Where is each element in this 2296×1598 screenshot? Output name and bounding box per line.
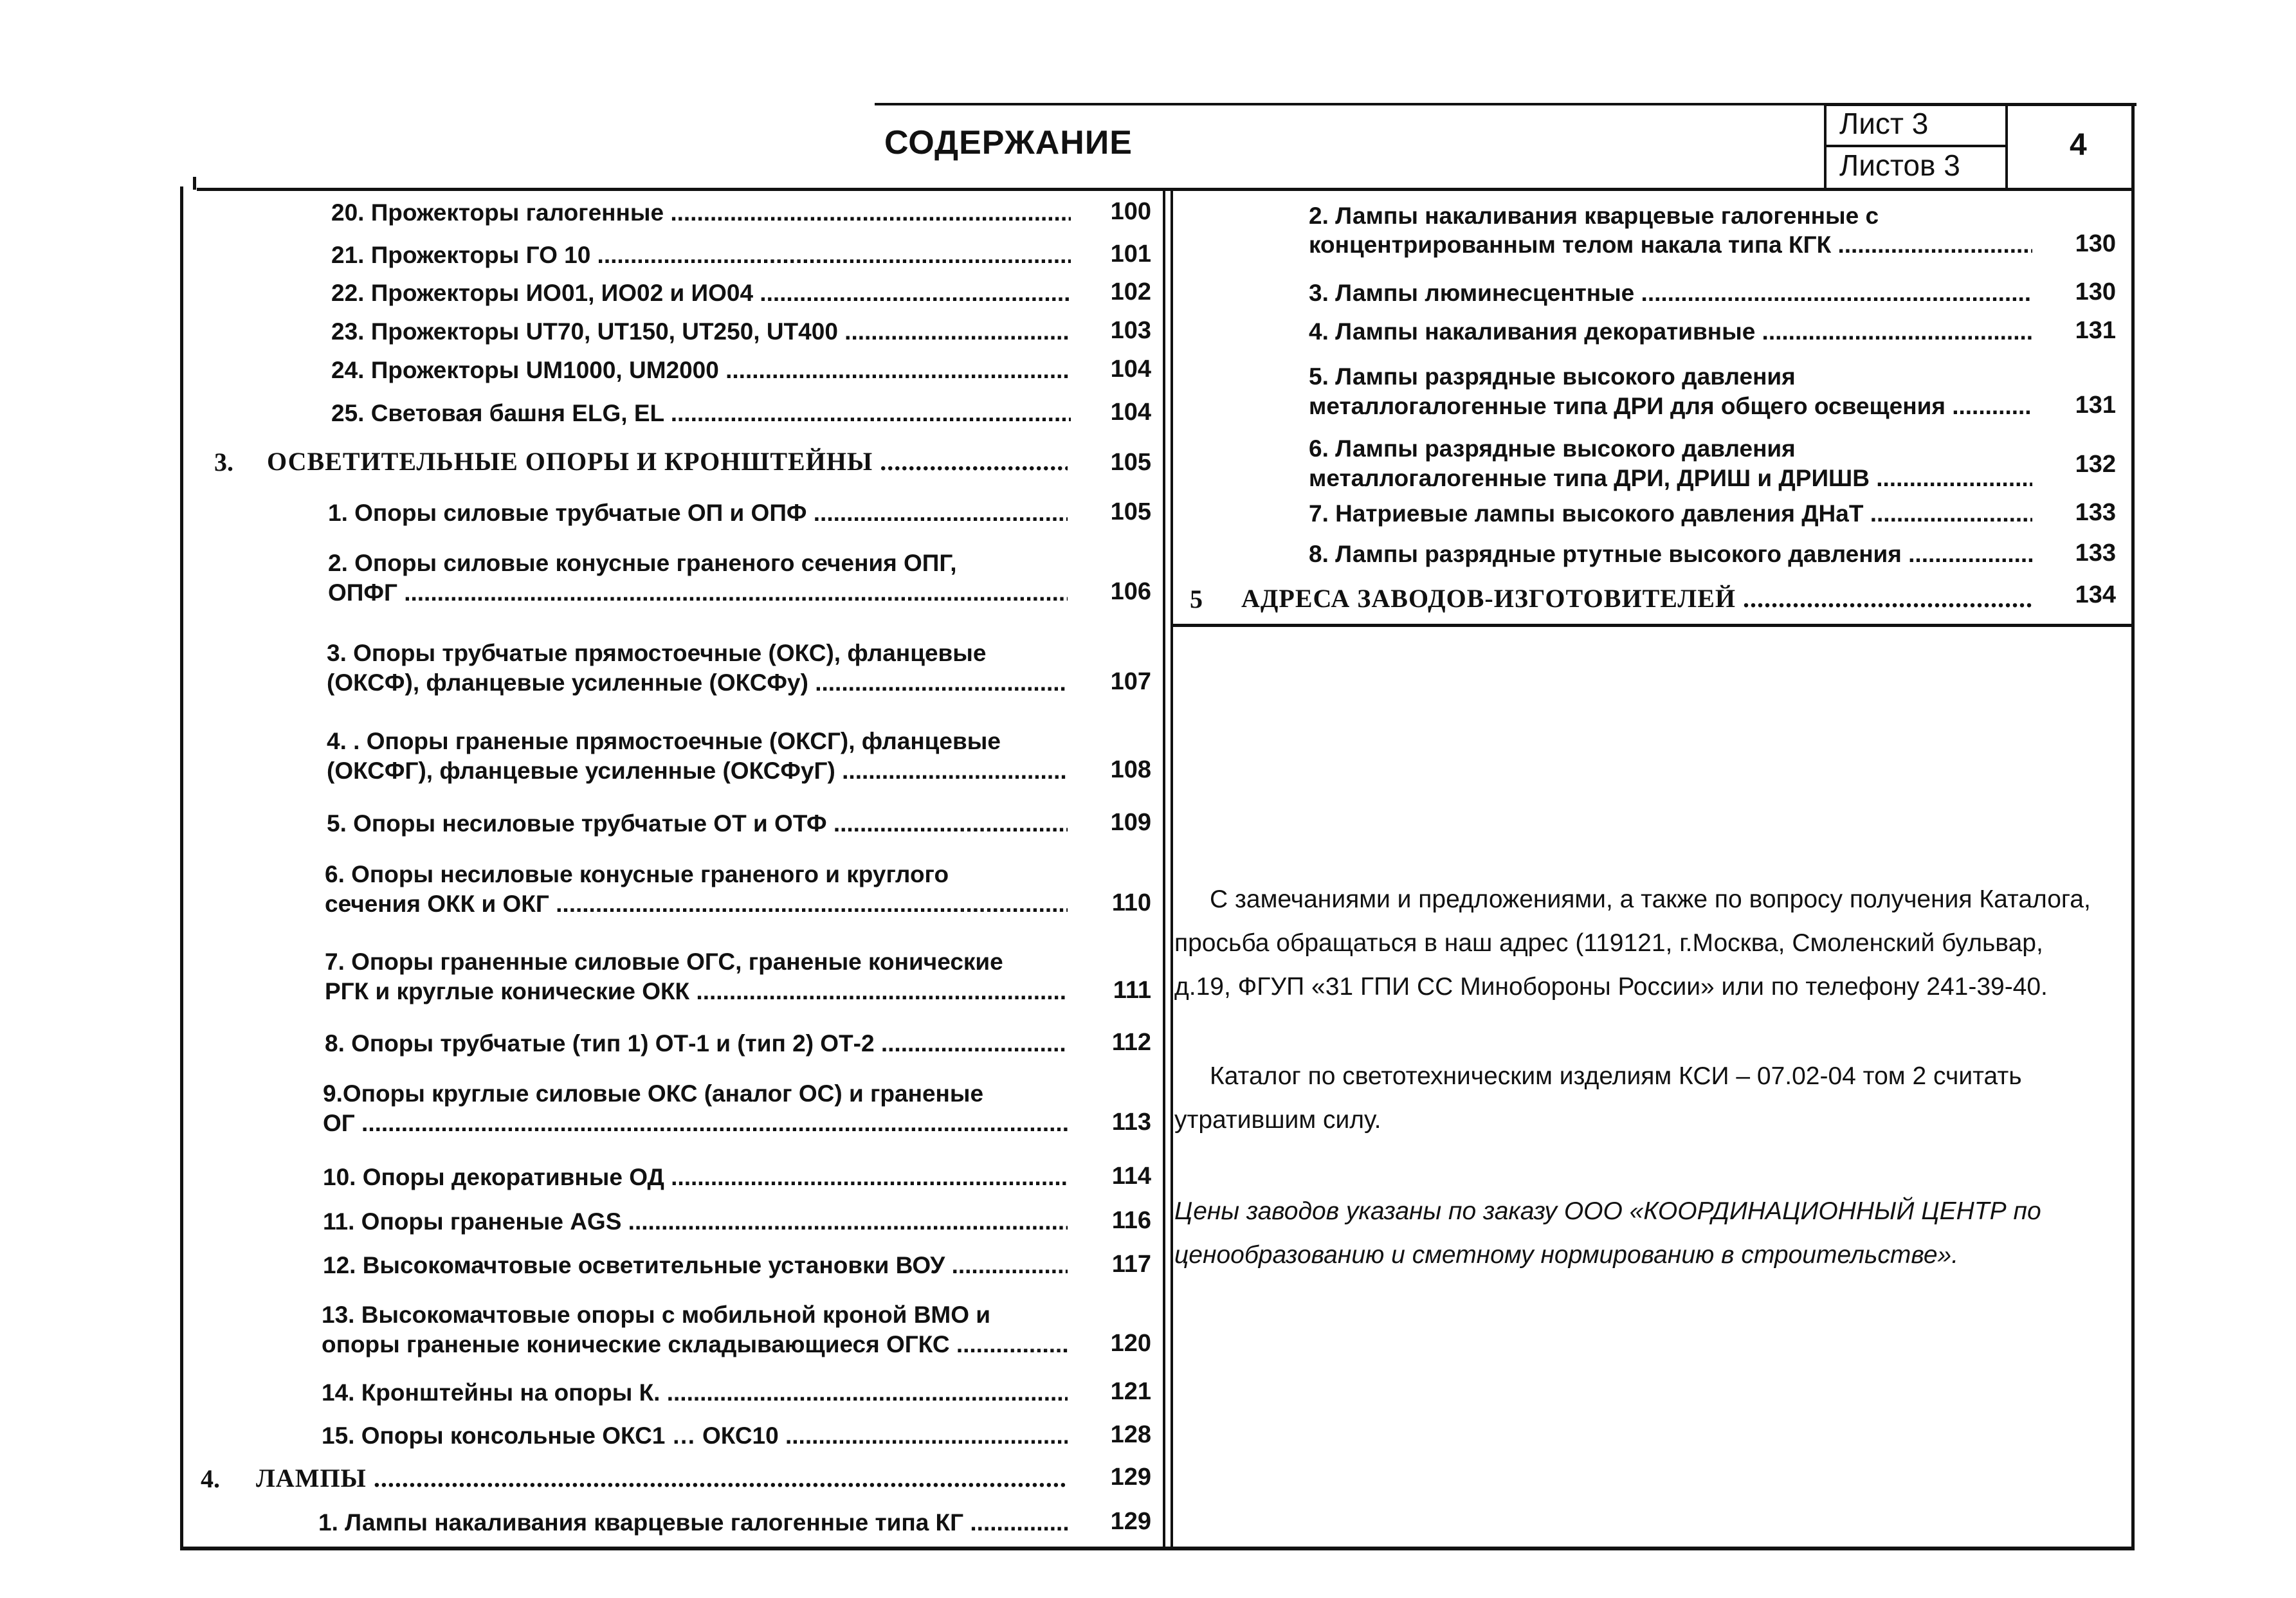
toc-page: 129 [1110,1464,1151,1491]
toc-entry[interactable]: ОГ ..... [323,1109,1068,1138]
toc-page: 117 [1111,1251,1151,1278]
toc-entry[interactable]: сечения ОКК и ОКГ ..... [325,889,1068,919]
toc-page: 101 [1110,241,1151,268]
toc-page: 134 [2075,581,2116,608]
toc-page: 116 [1111,1207,1151,1234]
toc-entry[interactable]: 20. Прожекторы галогенные ..... [331,198,1071,228]
sheet-number: 4 [2070,128,2087,162]
toc-page: 109 [1110,809,1151,836]
toc-entry[interactable]: 12. Высокомачтовые осветительные установки ВОУ ..... [323,1251,1068,1280]
toc-page: 130 [2075,278,2116,305]
toc-entry[interactable]: концентрированным телом накала типа КГК ..... [1309,230,2032,260]
contact-note [1174,878,2139,1009]
toc-entry[interactable]: 1. Лампы накаливания кварцевые галогенные типа КГ ..... [318,1508,1068,1538]
toc-entry[interactable]: 22. Прожекторы ИО01, ИО02 и ИО04 ..... [331,278,1071,308]
toc-entry[interactable]: 25. Световая башня ELG, EL ..... [331,399,1071,428]
prices-line: ценообразованию и сметному нормированию в строительстве». [1174,1241,1959,1269]
toc-page: 121 [1110,1378,1151,1405]
contact-line: С замечаниями и предложениями, а также по вопросу получения Каталога, [1210,885,2091,913]
toc-entry[interactable]: 24. Прожекторы UM1000, UM2000 ..... [331,356,1071,385]
frame-right [2131,103,2135,1550]
prices-line: Цены заводов указаны по заказу ООО «КООРДИНАЦИОННЫЙ ЦЕНТР по [1174,1197,2041,1225]
toc-page: 131 [2075,392,2116,419]
toc-entry-line1: 5. Лампы разрядные высокого давления [1309,363,1796,390]
toc-page: 120 [1110,1330,1151,1357]
toc-entry[interactable]: 8. Опоры трубчатые (тип 1) ОТ-1 и (тип 2) ОТ-2 ..... [325,1029,1068,1058]
toc-entry-line1: 6. Опоры несиловые конусные граненого и круглого [325,861,949,887]
toc-page: 112 [1111,1029,1151,1056]
toc-page: 130 [2075,230,2116,257]
toc-page: 105 [1110,449,1151,476]
toc-entry[interactable]: 14. Кронштейны на опоры К. ..... [322,1378,1068,1408]
toc-entry-line1: 2. Лампы накаливания кварцевые галогенные с [1309,203,1879,229]
contact-line: просьба обращаться в наш адрес (119121, г.Москва, Смоленский бульвар, [1174,929,2043,957]
toc-section[interactable]: АДРЕСА ЗАВОДОВ-ИЗГОТОВИТЕЛЕЙ ..... [1241,584,2032,613]
toc-entry[interactable]: 7. Натриевые лампы высокого давления ДНаТ ..... [1309,499,2032,529]
catalog-note [1174,1055,2139,1142]
toc-entry[interactable]: (ОКСФ), фланцевые усиленные (ОКСФу) ..... [327,668,1068,698]
toc-entry[interactable]: 15. Опоры консольные ОКС1 … ОКС10 ..... [322,1421,1068,1451]
toc-entry[interactable]: 10. Опоры декоративные ОД ..... [323,1163,1068,1192]
toc-page: 128 [1110,1421,1151,1448]
contact-line: д.19, ФГУП «31 ГПИ СС Минобороны России» или по телефону 241-39-40. [1174,973,2048,1001]
toc-entry[interactable]: 4. Лампы накаливания декоративные ..... [1309,317,2032,347]
header-bottom-rule [197,188,2134,191]
toc-page: 114 [1111,1163,1151,1190]
section-number: 3. [214,448,233,477]
toc-entry[interactable]: 21. Прожекторы ГО 10 ..... [331,241,1071,270]
toc-page: 131 [2075,317,2116,344]
toc-entry-line1: 7. Опоры граненные силовые ОГС, граненые конические [325,949,1003,975]
toc-entry[interactable]: 23. Прожекторы UT70, UT150, UT250, UT400 ..... [331,317,1071,347]
toc-page: 111 [1113,977,1151,1004]
toc-entry[interactable]: металлогалогенные типа ДРИ для общего освещения ..... [1309,392,2032,421]
toc-entry-line1: 2. Опоры силовые конусные граненого сечения ОПГ, [328,550,957,576]
toc-entry[interactable]: 11. Опоры граненые AGS ..... [323,1207,1068,1237]
toc-entry[interactable]: опоры граненые конические складывающиеся ОГКС ..... [322,1330,1068,1359]
header-cell-mid [1825,145,2007,147]
toc-page: 110 [1111,889,1151,916]
frame-left [180,186,183,1550]
toc-entry-line1: 3. Опоры трубчатые прямостоечные (ОКС), фланцевые [327,640,987,666]
toc-page: 132 [2075,451,2116,478]
toc-entry[interactable]: (ОКСФГ), фланцевые усиленные (ОКСФуГ) ..... [327,756,1068,786]
toc-page: 129 [1110,1508,1151,1535]
left-stub [193,177,196,190]
column-divider-b [1171,190,1173,1548]
column-divider-a [1163,190,1165,1548]
toc-entry[interactable]: РГК и круглые конические ОКК ..... [325,977,1068,1006]
toc-entry[interactable]: 1. Опоры силовые трубчатые ОП и ОПФ ..... [328,498,1068,528]
toc-entry[interactable]: 8. Лампы разрядные ртутные высокого давления ..... [1309,540,2032,569]
section-number: 5 [1190,585,1203,613]
toc-page: 104 [1110,399,1151,426]
toc-page: 113 [1111,1109,1151,1136]
toc-entry-line1: 13. Высокомачтовые опоры с мобильной кроной ВМО и [322,1302,991,1328]
toc-page: 100 [1110,198,1151,225]
prices-note [1174,1190,2139,1277]
toc-entry[interactable]: металлогалогенные типа ДРИ, ДРИШ и ДРИШВ ..... [1309,464,2032,493]
frame-bottom [180,1547,2135,1550]
toc-section[interactable]: ОСВЕТИТЕЛЬНЫЕ ОПОРЫ И КРОНШТЕЙНЫ ..... [267,447,1068,477]
toc-section[interactable]: ЛАМПЫ ..... [256,1464,1068,1493]
toc-page: 103 [1110,317,1151,344]
toc-entry-line1: 4. . Опоры граненые прямостоечные (ОКСГ), фланцевые [327,728,1001,754]
catalog-line: утратившим силу. [1174,1106,1381,1134]
toc-page: 104 [1110,356,1151,383]
toc-entry-line1: 9.Опоры круглые силовые ОКС (аналог ОС) и граненые [323,1080,984,1107]
section-number: 4. [201,1464,220,1493]
toc-page: 108 [1110,756,1151,783]
toc-page: 133 [2075,499,2116,526]
toc-page: 105 [1110,498,1151,525]
toc-entry[interactable]: ОПФГ ..... [328,578,1068,608]
toc-page: 102 [1110,278,1151,305]
toc-entry[interactable]: 3. Лампы люминесцентные ..... [1309,278,2032,308]
sheet-label: Лист 3 [1839,107,1929,140]
sheets-label: Листов 3 [1839,149,1960,182]
catalog-line: Каталог по светотехническим изделиям КСИ – 07.02-04 том 2 считать [1210,1062,2022,1090]
toc-page: 106 [1110,578,1151,605]
right-section-rule [1172,624,2134,627]
frame-top-right [2007,103,2134,106]
page-title: СОДЕРЖАНИЕ [884,124,1133,161]
toc-page: 107 [1110,668,1151,695]
toc-entry-line1: 6. Лампы разрядные высокого давления [1309,435,1796,462]
toc-page: 133 [2075,540,2116,567]
toc-entry[interactable]: 5. Опоры несиловые трубчатые ОТ и ОТФ ..... [327,809,1068,839]
